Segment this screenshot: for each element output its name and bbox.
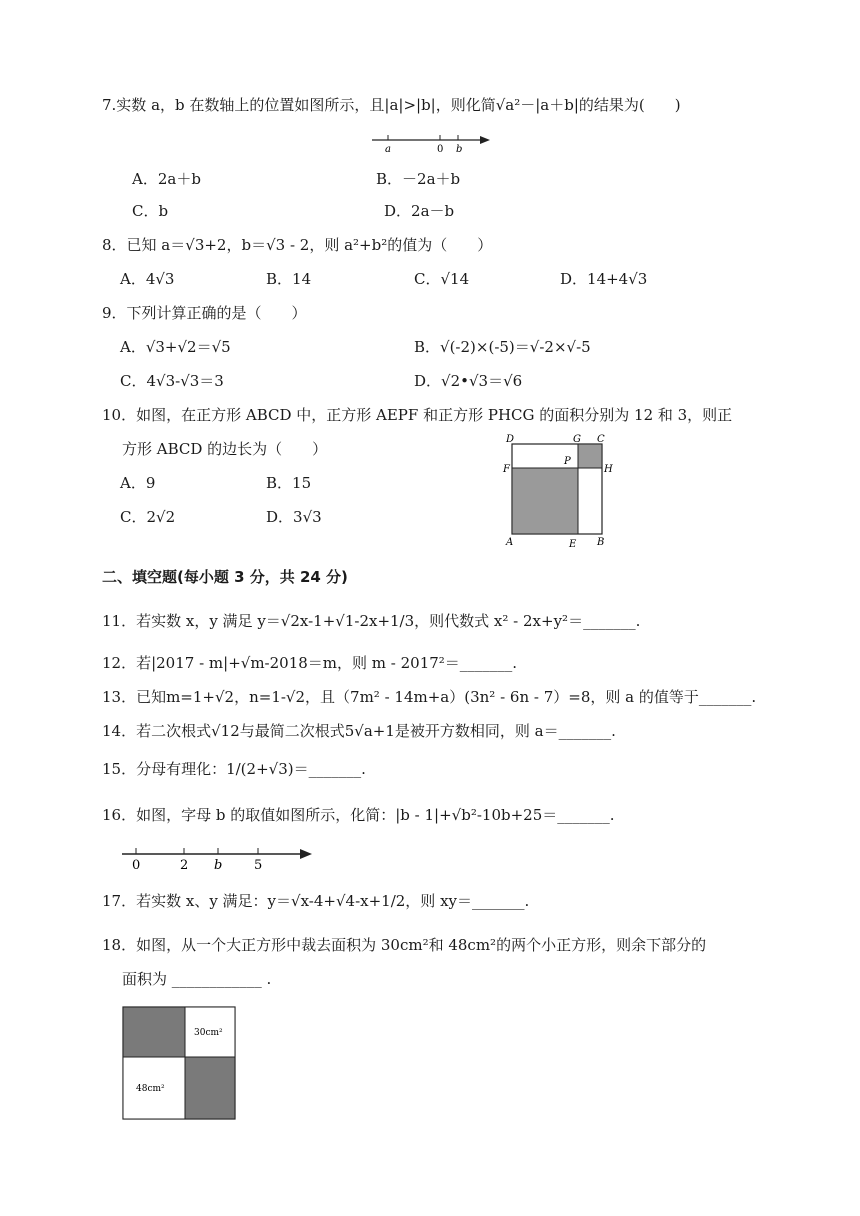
q17: 17．若实数 x、y 满足：y＝√x-4+√4-x+1/2，则 xy＝_______. [102, 892, 530, 910]
q12: 12．若|2017 - m|+√m-2018＝m，则 m - 2017²＝_______. [102, 654, 518, 672]
q7-number-line [366, 130, 496, 156]
q13: 13．已知m=1+√2，n=1-√2，且（7m² - 14m+a）(3n² - 6n - 7）=8，则 a 的值等于_______. [102, 688, 757, 706]
q16-tick-5: 5 [254, 858, 263, 872]
q8-option-d: D．14+4√3 [560, 270, 648, 288]
q8-stem: 8．已知 a＝√3+2，b＝√3 - 2，则 a²+b²的值为（ ） [102, 236, 493, 254]
q16-tick-2: 2 [180, 858, 189, 872]
q16-stem: 16．如图，字母 b 的取值如图所示，化简：|b - 1|+√b²-10b+25＝_______. [102, 806, 615, 824]
q7-option-b: B．－2a＋b [376, 170, 461, 188]
q10-square-phcg [578, 444, 602, 468]
q10-label-b: B [597, 537, 605, 548]
q7-label-b: b [456, 144, 463, 155]
q10-label-f: F [503, 464, 510, 475]
q10-option-d: D．3√3 [266, 508, 322, 526]
q7-label-a: a [385, 144, 391, 155]
q9-option-b: B．√(-2)×(-5)＝√-2×√-5 [414, 338, 591, 356]
q18-square-figure [120, 1004, 240, 1122]
q16-tick-b: b [214, 858, 223, 872]
q10-option-a: A．9 [120, 474, 156, 492]
q10-option-c: C．2√2 [120, 508, 176, 526]
q9-option-a: A．√3+√2＝√5 [120, 338, 231, 356]
q10-label-g: G [573, 434, 581, 445]
q7-stem: 7.实数 a，b 在数轴上的位置如图所示，且|a|>|b|，则化简√a²－|a＋b|的结果为( ) [102, 96, 681, 114]
q11: 11．若实数 x，y 满足 y＝√2x-1+√1-2x+1/3，则代数式 x² - 2x+y²＝_______. [102, 612, 641, 630]
q8-option-c: C．√14 [414, 270, 470, 288]
q10-option-b: B．15 [266, 474, 312, 492]
q10-label-d: D [506, 434, 515, 445]
q18-shaded-top-left [123, 1007, 185, 1057]
q7-option-c: C．b [132, 202, 169, 220]
q7-label-zero: 0 [437, 144, 444, 155]
q7-option-d: D．2a－b [384, 202, 455, 220]
q9-option-d: D．√2•√3＝√6 [414, 372, 523, 390]
q10-label-h: H [604, 464, 613, 475]
q18-line2: 面积为 ____________ . [122, 970, 272, 988]
q7-option-a: A．2a＋b [132, 170, 201, 188]
q10-label-e: E [569, 539, 577, 550]
q18-shaded-bottom-right [185, 1057, 235, 1119]
q8-option-b: B．14 [266, 270, 312, 288]
q16-tick-0: 0 [132, 858, 141, 872]
q9-stem: 9．下列计算正确的是（ ） [102, 304, 307, 322]
q14: 14．若二次根式√12与最简二次根式5√a+1是被开方数相同，则 a＝_______. [102, 722, 616, 740]
q10-stem-line2: 方形 ABCD 的边长为（ ） [122, 440, 328, 458]
q10-label-a: A [506, 537, 514, 548]
q9-option-c: C．4√3-√3＝3 [120, 372, 224, 390]
q10-label-c: C [597, 434, 605, 445]
q18-label-30: 30cm² [194, 1028, 223, 1038]
q15: 15．分母有理化：1/(2+√3)＝_______. [102, 760, 366, 778]
q18-label-48: 48cm² [136, 1084, 165, 1094]
q10-square-aepf [512, 468, 578, 534]
q8-option-a: A．4√3 [120, 270, 175, 288]
q10-label-p: P [564, 456, 571, 467]
q18-line1: 18．如图，从一个大正方形中裁去面积为 30cm²和 48cm²的两个小正方形，则余下部分的 [102, 936, 707, 954]
section-2-title: 二、填空题(每小题 3 分，共 24 分) [102, 568, 348, 586]
q10-stem-line1: 10．如图，在正方形 ABCD 中，正方形 AEPF 和正方形 PHCG 的面积分别为 12 和 3，则正 [102, 406, 733, 424]
q16-number-line [118, 842, 318, 872]
q10-square-figure [500, 428, 630, 552]
